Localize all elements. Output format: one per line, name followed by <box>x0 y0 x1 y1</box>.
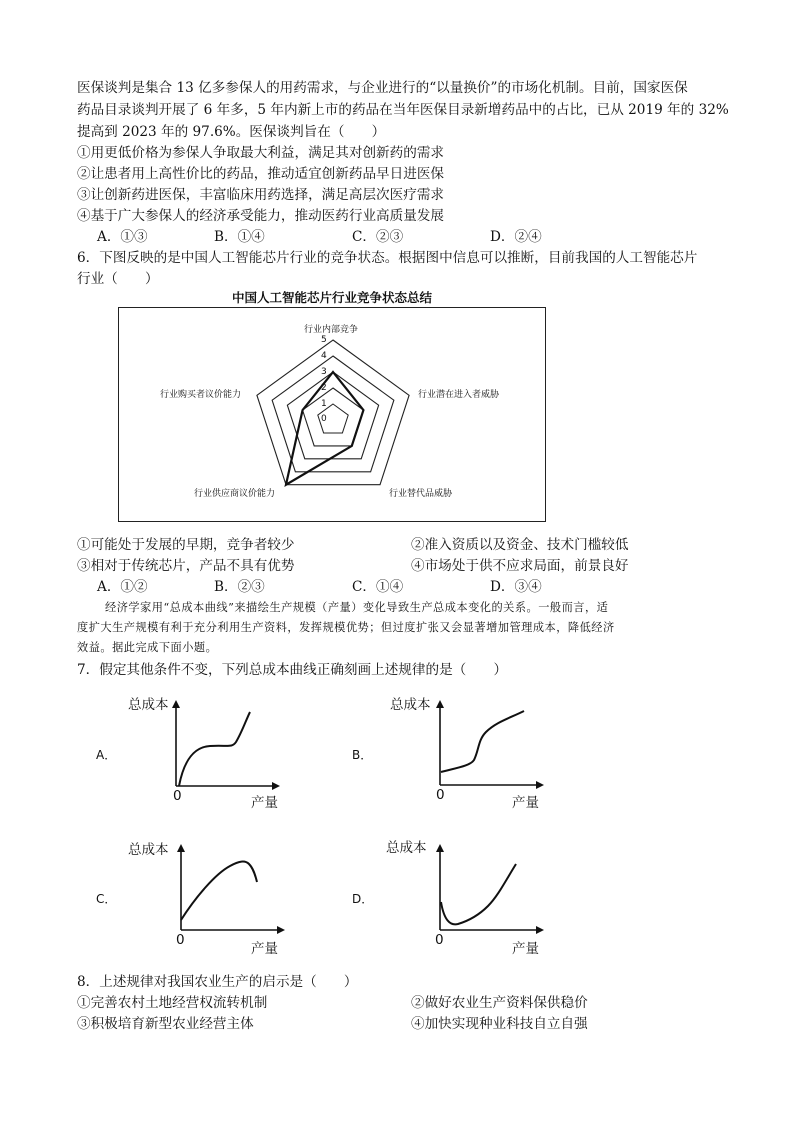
q5-item-2: ②让患者用上高性价比的药品，推动适宜创新药品早日进医保 <box>77 166 445 182</box>
q5-stem-line-3: 提高到 2023 年的 97.6%。医保谈判旨在（ ） <box>77 124 386 140</box>
q7-graph-c-ylabel: 总成本 <box>128 842 169 858</box>
q7-graph-c-origin: 0 <box>176 932 185 948</box>
q7-stem: 7．假定其他条件不变，下列总成本曲线正确刻画上述规律的是（ ） <box>77 662 508 678</box>
q6-stem-line-1: 6．下图反映的是中国人工智能芯片行业的竞争状态。根据图中信息可以推断，目前我国的人工智能芯片 <box>77 250 698 266</box>
radar-grid-ring-5 <box>257 340 409 485</box>
q7-graph-b-origin: 0 <box>436 787 445 803</box>
q8-item-1: ①完善农村土地经营权流转机制 <box>77 995 268 1011</box>
q5-choice-d[interactable]: D．②④ <box>490 229 542 245</box>
intro-line-1: 经济学家用“总成本曲线”来描绘生产规模（产量）变化导致生产总成本变化的关系。一般而言，适 <box>105 601 609 614</box>
q5-item-4: ④基于广大参保人的经济承受能力，推动医药行业高质量发展 <box>77 208 445 224</box>
q5-item-3: ③让创新药进医保，丰富临床用药选择，满足高层次医疗需求 <box>77 187 445 203</box>
radar-tick-0: 0 <box>321 414 327 424</box>
radar-tick-2: 2 <box>321 383 327 393</box>
q7-graph-a-ylabel: 总成本 <box>128 697 169 713</box>
q7-graph-c-plot[interactable] <box>175 844 285 939</box>
q7-graph-a-plot[interactable] <box>170 700 280 795</box>
q8-stem: 8．上述规律对我国农业生产的启示是（ ） <box>77 974 358 990</box>
q8-item-4: ④加快实现种业科技自立自强 <box>411 1016 588 1032</box>
q7-graph-b-plot[interactable] <box>434 700 544 795</box>
intro-line-3: 效益。据此完成下面小题。 <box>77 641 218 654</box>
radar-chart-title: 中国人工智能芯片行业竞争状态总结 <box>231 290 432 305</box>
radar-axis-label-4: 行业购买者议价能力 <box>160 390 242 400</box>
q7-graph-d-xlabel: 产量 <box>512 941 539 957</box>
q6-item-3: ③相对于传统芯片，产品不具有优势 <box>77 558 295 574</box>
q7-graph-c-letter[interactable]: C． <box>96 892 117 906</box>
q6-stem-line-2: 行业（ ） <box>77 271 159 287</box>
q7-graph-b-letter[interactable]: B． <box>352 748 373 762</box>
radar-axis-label-1: 行业潜在进入者威胁 <box>418 390 500 400</box>
q7-graph-b-ylabel: 总成本 <box>390 697 431 713</box>
q6-choice-b[interactable]: B．②③ <box>214 579 265 595</box>
radar-tick-3: 3 <box>321 367 327 377</box>
q7-graph-a-letter[interactable]: A． <box>96 748 117 762</box>
intro-line-2: 度扩大生产规模有利于充分利用生产资料，发挥规模优势；但过度扩张又会显著增加管理成本，降低经济 <box>77 621 615 634</box>
q7-graph-a-xlabel: 产量 <box>251 795 278 811</box>
q7-graph-c-xlabel: 产量 <box>251 941 278 957</box>
radar-axis-label-3: 行业供应商议价能力 <box>194 489 276 499</box>
q6-item-4: ④市场处于供不应求局面，前景良好 <box>411 558 629 574</box>
radar-tick-1: 1 <box>321 399 327 409</box>
q5-choice-c[interactable]: C．②③ <box>352 229 404 245</box>
q5-choice-a[interactable]: A．①③ <box>97 229 148 245</box>
q8-item-3: ③积极培育新型农业经营主体 <box>77 1016 254 1032</box>
radar-tick-5: 5 <box>321 335 327 345</box>
q5-item-1: ①用更低价格为参保人争取最大利益，满足其对创新药的需求 <box>77 145 445 161</box>
q8-item-2: ②做好农业生产资料保供稳价 <box>411 995 588 1011</box>
radar-tick-4: 4 <box>321 351 327 361</box>
q6-item-1: ①可能处于发展的早期，竞争者较少 <box>77 537 295 553</box>
q6-item-2: ②准入资质以及资金、技术门槛较低 <box>411 537 629 553</box>
q7-graph-a-origin: 0 <box>173 788 182 804</box>
radar-axis-label-0: 行业内部竞争 <box>304 325 359 335</box>
q7-graph-b-xlabel: 产量 <box>512 795 539 811</box>
q6-choice-a[interactable]: A．①② <box>97 579 148 595</box>
q5-stem-line-1: 医保谈判是集合 13 亿多参保人的用药需求，与企业进行的“以量换价”的市场化机制。目前，国家医保 <box>77 80 688 96</box>
q7-graph-d-origin: 0 <box>435 932 444 948</box>
q6-choice-c[interactable]: C．①④ <box>352 579 404 595</box>
q7-graph-d-plot[interactable] <box>434 844 544 939</box>
q7-graph-d-ylabel: 总成本 <box>386 840 427 856</box>
radar-axis-label-2: 行业替代品威胁 <box>389 489 453 499</box>
q5-choice-b[interactable]: B．①④ <box>214 229 265 245</box>
q6-choice-d[interactable]: D．③④ <box>490 579 542 595</box>
q5-stem-line-2: 药品目录谈判开展了 6 年多，5 年内新上市的药品在当年医保目录新增药品中的占比，已从 2019 年的 32% <box>77 102 729 118</box>
q7-graph-d-letter[interactable]: D． <box>352 892 374 906</box>
